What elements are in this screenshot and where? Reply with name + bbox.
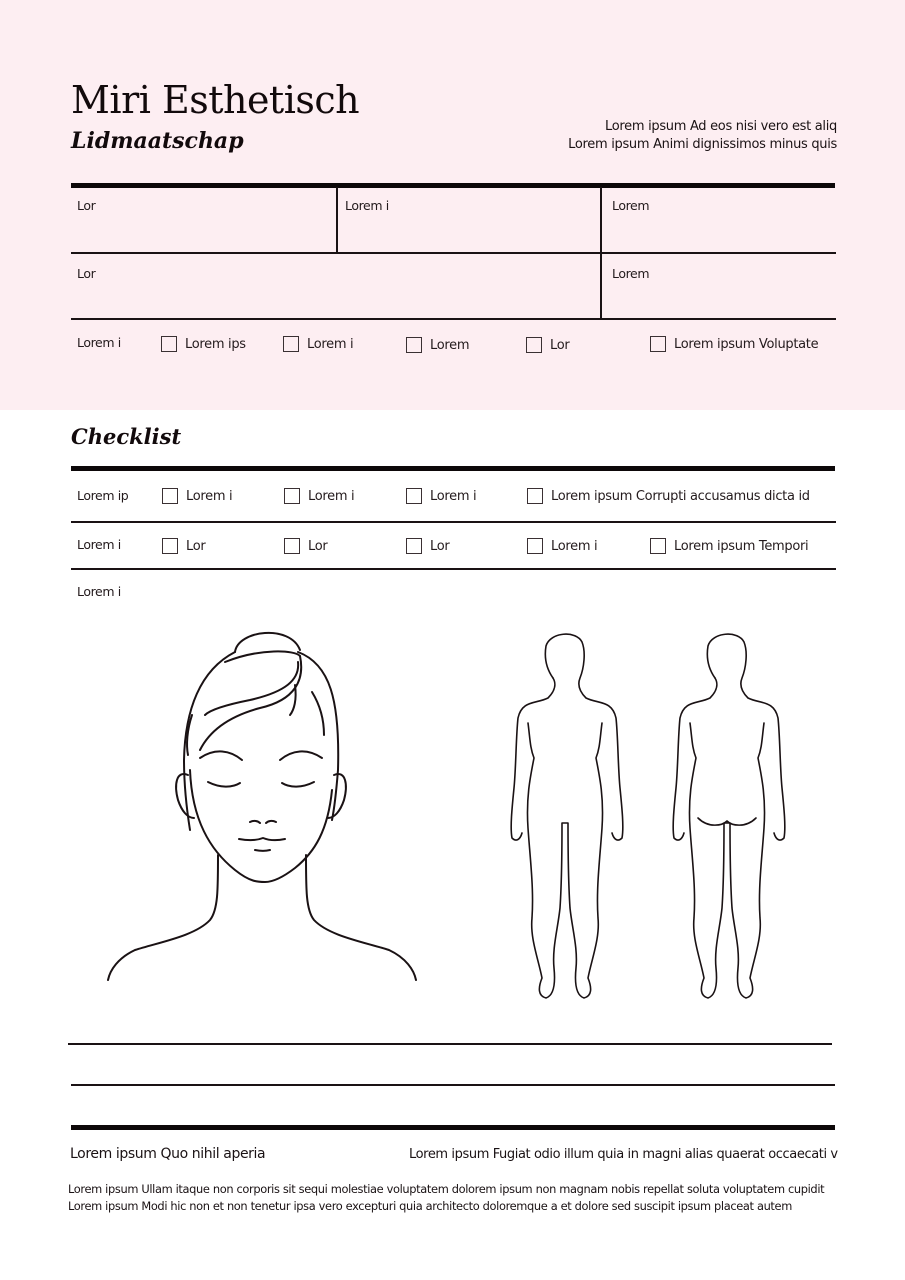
checkbox[interactable] [162,538,178,554]
divider-thin [71,252,836,254]
checkbox-label: Lorem ips [185,336,246,352]
checkbox-label: Lor [430,538,450,554]
options-row-label: Lorem i [77,335,121,350]
checkbox-option[interactable] [162,488,232,504]
form-field-label[interactable]: Lor [77,198,96,213]
checkbox-option[interactable] [527,538,597,554]
checkbox[interactable] [527,488,543,504]
checkbox-option[interactable] [283,336,353,352]
checkbox[interactable] [650,336,666,352]
checkbox-label: Lor [308,538,328,554]
checkbox[interactable] [284,488,300,504]
checkbox[interactable] [161,336,177,352]
checkbox[interactable] [284,538,300,554]
checkbox-option[interactable] [406,337,469,353]
body-back-diagram-icon[interactable] [670,628,790,1003]
form-field-label[interactable]: Lor [77,266,96,281]
checkbox-label: Lorem i [308,488,355,504]
checkbox[interactable] [406,488,422,504]
checkbox-option[interactable] [526,337,569,353]
checkbox-option[interactable] [161,336,246,352]
checkbox-label: Lorem i [430,488,477,504]
checklist-row-label: Lorem ip [77,488,129,503]
page-title: Miri Esthetisch [71,78,360,122]
checkbox-option[interactable] [406,538,449,554]
face-diagram-icon[interactable] [100,620,430,990]
form-field-label[interactable]: Lorem [612,266,650,281]
notes-line[interactable] [71,1084,835,1086]
footer-right-heading: Lorem ipsum Fugiat odio illum quia in magni alias quaerat occaecati v [409,1147,838,1162]
divider-thin [71,521,836,523]
diagram-label: Lorem i [77,584,121,599]
header-info [568,118,837,154]
checkbox[interactable] [162,488,178,504]
footer-body-line: Lorem ipsum Modi hic non et non tenetur ipsa vero excepturi quia architecto doloremque a et dolore sed suscipit ipsum placeat autem [68,1199,792,1213]
form-field-label[interactable]: Lorem i [345,198,389,213]
checkbox-label: Lorem i [307,336,354,352]
checkbox[interactable] [283,336,299,352]
checkbox-label: Lorem i [186,488,233,504]
checkbox-option[interactable] [650,336,818,352]
checkbox-label: Lor [186,538,206,554]
divider-vertical [336,187,338,253]
notes-line[interactable] [68,1043,832,1045]
checkbox-label: Lorem ipsum Corrupti accusamus dicta id [551,488,810,504]
checkbox-label: Lorem ipsum Voluptate [674,336,819,352]
checkbox-option[interactable] [162,538,205,554]
page-subtitle: Lidmaatschap [71,128,244,154]
divider-thin [71,318,836,320]
checkbox[interactable] [406,337,422,353]
checkbox-option[interactable] [284,488,354,504]
header-info-line: Lorem ipsum Ad eos nisi vero est aliq [605,119,837,134]
checkbox-label: Lorem [430,337,470,353]
checkbox-option[interactable] [650,538,808,554]
footer-body-line: Lorem ipsum Ullam itaque non corporis sit sequi molestiae voluptatem dolorem ipsum non magnam nobis repellat soluta voluptatem cupidit [68,1182,825,1196]
checkbox-option[interactable] [527,488,810,504]
divider-thick [71,466,835,471]
divider-thick [71,183,835,188]
footer-left-heading: Lorem ipsum Quo nihil aperia [70,1146,266,1162]
footer-body [68,1181,824,1215]
header-info-line: Lorem ipsum Animi dignissimos minus quis [568,137,837,152]
checkbox-label: Lorem ipsum Tempori [674,538,809,554]
checkbox-label: Lorem i [551,538,598,554]
checkbox-option[interactable] [284,538,327,554]
section-title-checklist: Checklist [71,424,182,449]
divider-thick [71,1125,835,1130]
checkbox-option[interactable] [406,488,476,504]
checkbox[interactable] [526,337,542,353]
checkbox-label: Lor [550,337,570,353]
checkbox[interactable] [650,538,666,554]
divider-thin [71,568,836,570]
form-field-label[interactable]: Lorem [612,198,650,213]
checkbox[interactable] [406,538,422,554]
body-front-diagram-icon[interactable] [508,628,628,1003]
checkbox[interactable] [527,538,543,554]
checklist-row-label: Lorem i [77,537,121,552]
